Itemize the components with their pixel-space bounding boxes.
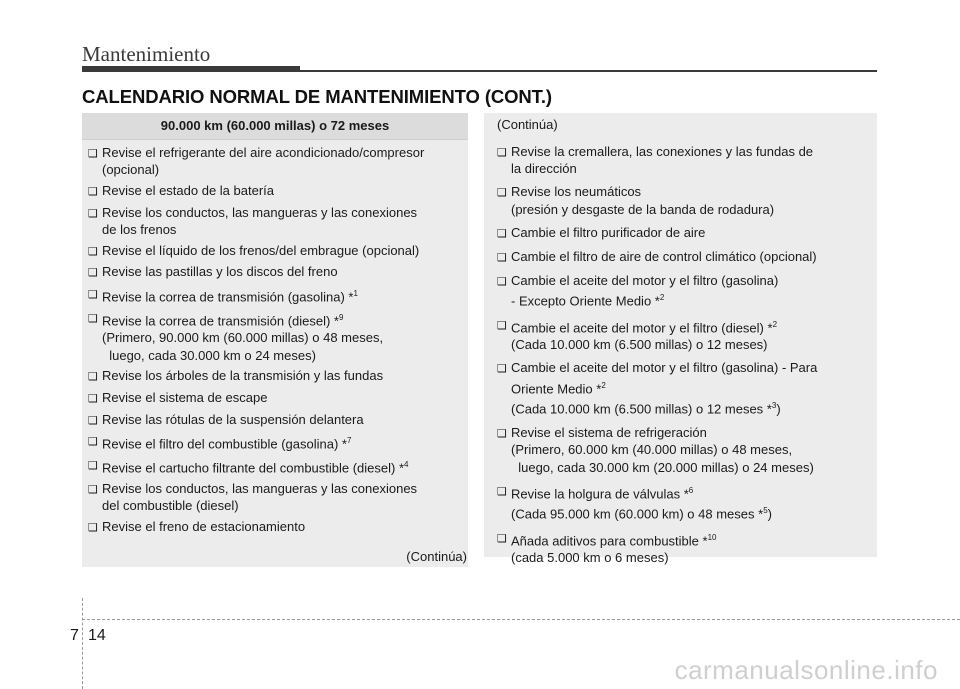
checkbox-icon: ❑ (497, 531, 507, 545)
checklist-item (88, 285, 424, 306)
checklist-item-text: Revise la cremallera, las conexiones y las fundas de la dirección (511, 144, 814, 177)
checkbox-icon: ❑ (497, 274, 507, 288)
checkbox-icon: ❑ (88, 483, 98, 497)
footnote-marker: 7 (346, 436, 352, 446)
checkbox-icon: ❑ (497, 362, 507, 376)
checkbox-icon: ❑ (88, 311, 98, 325)
checkbox-icon: ❑ (88, 206, 98, 220)
footnote-marker: 4 (404, 460, 409, 470)
checklist-item-text: Revise los conductos, las mangueras y las conexiones del combustible (diesel) (102, 481, 418, 514)
checklist-item-text: Cambie el aceite del motor y el filtro (gasolina) - Excepto Oriente Medio *$^2$ (511, 272, 779, 309)
checklist-item (88, 242, 424, 260)
checklist-item-text: Revise el filtro del combustible (gasolina) *$^7$ (102, 436, 352, 452)
footnote-marker: 5 (763, 506, 768, 516)
footnote-marker: 10 (707, 532, 717, 542)
checklist-item-text: Revise el estado de la batería (102, 183, 274, 198)
header-rule-thick (82, 66, 300, 72)
checkbox-icon: ❑ (88, 459, 98, 473)
checkbox-icon: ❑ (88, 147, 98, 160)
checklist-item-text: Revise los conductos, las mangueras y las conexiones de los frenos (102, 204, 418, 237)
checklist-item-text: Revise las pastillas y los discos del freno (102, 264, 338, 280)
checklist-item (88, 518, 424, 536)
page-number: 14 (88, 627, 106, 644)
checklist-item (88, 309, 424, 365)
checklist-item (88, 456, 424, 477)
checklist-item (497, 143, 817, 178)
checklist-item-text: Cambie el filtro purificador de aire (511, 224, 706, 240)
crop-mark-horizontal (82, 619, 960, 620)
watermark: carmanualsonline.info (674, 655, 938, 685)
footnote-marker: 6 (688, 485, 694, 495)
checklist-item-text: Revise el refrigerante del aire acondicionado/compresor (opcional) (102, 145, 425, 178)
section-title: Mantenimiento (82, 42, 211, 66)
left-checklist (88, 144, 424, 540)
checklist-item-text: Cambie el aceite del motor y el filtro (gasolina) - Para Oriente Medio *$^2$ (Cada 10.000 km (6.500 millas) o 12 meses *$^3$) (511, 360, 818, 417)
checkbox-icon: ❑ (497, 250, 507, 264)
checklist-item-text: Añada aditivos para combustible *$^{10}$ (cada 5.000 km o 6 meses) (511, 532, 717, 566)
footnote-marker: 1 (353, 288, 358, 298)
footnote-marker: 3 (771, 401, 777, 411)
checkbox-icon: ❑ (88, 244, 98, 258)
footnote-marker: 2 (772, 319, 778, 329)
checklist-item (88, 432, 424, 453)
checklist-item (88, 411, 424, 429)
main-heading: CALENDARIO NORMAL DE MANTENIMIENTO (CONT.) (82, 86, 552, 107)
checkbox-icon: ❑ (497, 226, 507, 240)
header-rule-thin (300, 70, 877, 72)
checklist-item (497, 183, 817, 218)
checkbox-icon: ❑ (497, 426, 507, 440)
checkbox-icon: ❑ (88, 435, 98, 449)
checklist-item-text: Revise el sistema de escape (102, 390, 268, 406)
checklist-item (88, 367, 424, 385)
checklist-item-text: Revise las rótulas de la suspensión delantera (102, 411, 364, 427)
left-maintenance-panel (82, 113, 468, 567)
checklist-item-text: Revise el líquido de los frenos/del embrague (opcional) (102, 242, 420, 258)
footnote-marker: 9 (338, 312, 344, 322)
right-checklist (497, 143, 817, 572)
checklist-item-text: Revise el cartucho filtrante del combustible (diesel) *$^4$ (102, 460, 409, 476)
footnote-marker: 2 (659, 293, 665, 303)
checkbox-icon: ❑ (88, 413, 98, 427)
checklist-item-text: Cambie el filtro de aire de control climático (opcional) (511, 248, 817, 264)
checkbox-icon: ❑ (88, 392, 98, 406)
checklist-item-text: Revise la correa de transmisión (diesel) *$^9$ (Primero, 90.000 km (60.000 millas) o 48 meses, luego, cada 30.000 km o 24 meses) (102, 312, 384, 363)
checklist-item-text: Revise la correa de transmisión (gasolina) *$^1$ (102, 288, 358, 305)
chapter-number: 7 (70, 627, 79, 644)
checklist-item (497, 529, 817, 567)
continued-label-right: (Continúa) (497, 117, 558, 132)
checkbox-icon: ❑ (88, 521, 98, 535)
checklist-item (88, 389, 424, 407)
checkbox-icon: ❑ (88, 287, 98, 301)
checklist-item-text: Cambie el aceite del motor y el filtro (diesel) *$^2$ (Cada 10.000 km (6.500 millas) o 12 meses) (511, 319, 778, 353)
checklist-item-text: Revise los árboles de la transmisión y las fundas (102, 368, 384, 384)
checkbox-icon: ❑ (88, 185, 98, 198)
checkbox-icon: ❑ (88, 370, 98, 384)
checklist-item (88, 182, 424, 200)
checklist-item-text: Revise los neumáticos (presión y desgaste de la banda de rodadura) (511, 184, 775, 217)
checklist-item (497, 272, 817, 310)
checklist-item-text: Revise el sistema de refrigeración (Primero, 60.000 km (40.000 millas) o 48 meses, luego, cada 30.000 km (20.000 millas) o 24 meses) (511, 424, 814, 475)
checklist-item (497, 224, 817, 242)
right-maintenance-panel (484, 113, 877, 566)
checkbox-icon: ❑ (497, 318, 507, 332)
crop-mark-vertical (82, 598, 83, 689)
checkbox-icon: ❑ (88, 266, 98, 280)
checklist-item-text: Revise el freno de estacionamiento (102, 519, 306, 535)
checklist-item (497, 359, 817, 418)
interval-header: 90.000 km (60.000 millas) o 72 meses (82, 113, 468, 140)
checklist-item-text: Revise la holgura de válvulas *$^6$ (Cada 95.000 km (60.000 km) o 48 meses *$^5$) (511, 485, 772, 522)
checkbox-icon: ❑ (497, 146, 507, 159)
footnote-marker: 2 (601, 380, 606, 390)
checklist-item (497, 482, 817, 523)
checklist-item (88, 204, 424, 239)
continued-label-left: (Continúa) (406, 549, 467, 564)
checkbox-icon: ❑ (497, 484, 507, 498)
checklist-item (88, 263, 424, 281)
checklist-item (88, 480, 424, 515)
checklist-item (88, 144, 424, 179)
checkbox-icon: ❑ (497, 186, 507, 200)
checklist-item (497, 248, 817, 266)
checklist-item (497, 424, 817, 476)
checklist-item (497, 316, 817, 354)
